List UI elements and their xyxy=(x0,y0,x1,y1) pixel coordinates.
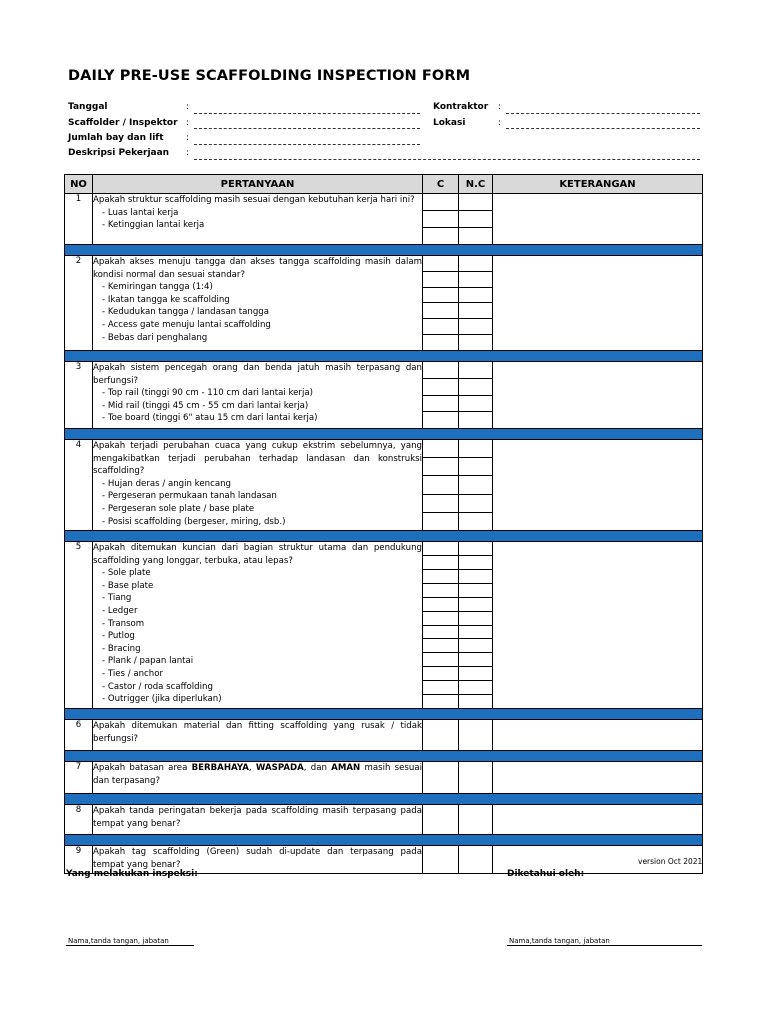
separator-cell xyxy=(493,794,703,805)
nc-checkbox-cell[interactable] xyxy=(459,379,492,396)
c-checkbox-cell[interactable] xyxy=(423,256,458,272)
checklist-item: - Plank / papan lantai xyxy=(102,656,194,667)
separator-cell xyxy=(493,751,703,762)
nc-checkbox-cell[interactable] xyxy=(459,194,492,211)
colon: : xyxy=(186,133,190,143)
column-header-nc: N.C xyxy=(459,175,493,194)
checklist-item: - Toe board (tinggi 6" atau 15 cm dari lantai kerja) xyxy=(102,413,318,424)
c-checkbox-cell[interactable] xyxy=(423,228,458,244)
compliant-checkbox-column[interactable] xyxy=(423,846,459,874)
question-text-part: , xyxy=(248,763,256,773)
jumlah-bay-field[interactable] xyxy=(194,144,420,145)
non-compliant-checkbox-column[interactable] xyxy=(459,762,493,794)
label-tanggal: Tanggal xyxy=(68,102,108,112)
c-checkbox-cell[interactable] xyxy=(423,695,458,708)
separator-cell xyxy=(493,835,703,846)
c-checkbox-cell[interactable] xyxy=(423,570,458,584)
acknowledged-signature-line[interactable] xyxy=(507,945,702,946)
remarks-cell[interactable] xyxy=(493,362,703,429)
separator-cell xyxy=(459,835,493,846)
question-text: Apakah tanda peringatan bekerja pada scaffolding masih terpasang pada tempat yang benar? xyxy=(93,806,422,829)
compliant-checkbox-column[interactable] xyxy=(423,256,459,351)
compliant-checkbox-column[interactable] xyxy=(423,805,459,835)
checklist-item: - Ketinggian lantai kerja xyxy=(102,220,205,231)
compliant-checkbox-column[interactable] xyxy=(423,362,459,429)
separator-cell xyxy=(423,751,459,762)
question-row xyxy=(65,542,703,709)
inspector-signature-label: Yang melakukan inspeksi: xyxy=(66,869,198,879)
remarks-cell[interactable] xyxy=(493,440,703,531)
inspection-table xyxy=(64,174,703,874)
column-header-c: C xyxy=(423,175,459,194)
checklist-item: - Kemiringan tangga (1:4) xyxy=(102,282,213,293)
c-checkbox-cell[interactable] xyxy=(423,513,458,530)
nc-checkbox-cell[interactable] xyxy=(459,256,492,272)
separator-cell xyxy=(65,245,93,256)
c-checkbox-cell[interactable] xyxy=(423,319,458,335)
separator-cell xyxy=(493,531,703,542)
separator-cell xyxy=(423,351,459,362)
question-number: 6 xyxy=(65,720,93,751)
separator-cell xyxy=(493,709,703,720)
version-label: version Oct 2021 xyxy=(638,857,703,866)
question-text: Apakah ditemukan kuncian dari bagian struktur utama dan pendukung scaffolding yang longgar, terbuka, atau lepas? xyxy=(93,543,422,566)
c-checkbox-cell[interactable] xyxy=(423,584,458,598)
question-cell xyxy=(93,362,423,429)
row-separator xyxy=(65,751,703,762)
c-checkbox-cell[interactable] xyxy=(423,272,458,288)
c-checkbox-cell[interactable] xyxy=(423,805,458,834)
separator-cell xyxy=(93,531,423,542)
checklist-item: - Access gate menuju lantai scaffolding xyxy=(102,319,271,330)
c-checkbox-cell[interactable] xyxy=(423,681,458,695)
question-cell xyxy=(93,256,423,351)
remarks-cell[interactable] xyxy=(493,194,703,245)
separator-cell xyxy=(459,351,493,362)
separator-cell xyxy=(459,245,493,256)
label-kontraktor: Kontraktor xyxy=(433,102,489,112)
separator-cell xyxy=(459,429,493,440)
question-text: Apakah terjadi perubahan cuaca yang cukup ekstrim sebelumnya, yang mengakibatkan terjadi perubahan terhadap landasan dan konstruksi scaffolding? xyxy=(93,441,422,477)
c-checkbox-cell[interactable] xyxy=(423,639,458,653)
separator-cell xyxy=(65,835,93,846)
question-number: 8 xyxy=(65,805,93,835)
c-checkbox-cell[interactable] xyxy=(423,303,458,319)
separator-cell xyxy=(93,429,423,440)
colon: : xyxy=(186,118,190,128)
non-compliant-checkbox-column[interactable] xyxy=(459,194,493,245)
separator-cell xyxy=(423,531,459,542)
c-checkbox-cell[interactable] xyxy=(423,556,458,570)
row-separator xyxy=(65,709,703,720)
question-row xyxy=(65,362,703,429)
kontraktor-field[interactable] xyxy=(506,113,700,114)
checklist-item: - Base plate xyxy=(102,580,154,591)
colon: : xyxy=(186,102,190,112)
row-separator xyxy=(65,429,703,440)
separator-cell xyxy=(65,709,93,720)
c-checkbox-cell[interactable] xyxy=(423,194,458,211)
colon: : xyxy=(186,148,190,158)
row-separator xyxy=(65,351,703,362)
column-header-pertanyaan: PERTANYAAN xyxy=(93,175,423,194)
c-checkbox-cell[interactable] xyxy=(423,362,458,379)
checklist-item: - Outrigger (jika diperlukan) xyxy=(102,694,222,705)
checklist-item: - Bebas dari penghalang xyxy=(102,332,208,343)
c-checkbox-cell[interactable] xyxy=(423,762,458,793)
nc-checkbox-cell[interactable] xyxy=(459,211,492,228)
question-cell xyxy=(93,194,423,245)
nc-checkbox-cell[interactable] xyxy=(459,542,492,556)
label-jumlah-bay: Jumlah bay dan lift xyxy=(68,133,164,143)
separator-cell xyxy=(459,751,493,762)
question-row xyxy=(65,762,703,794)
question-number: 7 xyxy=(65,762,93,794)
row-separator xyxy=(65,245,703,256)
nc-checkbox-cell[interactable] xyxy=(459,335,492,350)
nc-checkbox-cell[interactable] xyxy=(459,556,492,570)
checklist-item: - Tiang xyxy=(102,593,132,604)
separator-cell xyxy=(65,751,93,762)
question-row xyxy=(65,720,703,751)
checklist-item: - Pergeseran permukaan tanah landasan xyxy=(102,491,277,502)
question-text: Apakah tag scaffolding (Green) sudah di-update dan terpasang pada tempat yang benar? xyxy=(93,847,422,870)
checklist-item: - Ties / anchor xyxy=(102,668,164,679)
remarks-cell[interactable] xyxy=(493,762,703,794)
separator-cell xyxy=(493,351,703,362)
lokasi-field[interactable] xyxy=(506,128,700,129)
column-header-no: NO xyxy=(65,175,93,194)
nc-checkbox-cell[interactable] xyxy=(459,626,492,640)
nc-checkbox-cell[interactable] xyxy=(459,288,492,304)
separator-cell xyxy=(493,429,703,440)
nc-checkbox-cell[interactable] xyxy=(459,598,492,612)
nc-checkbox-cell[interactable] xyxy=(459,762,492,793)
c-checkbox-cell[interactable] xyxy=(423,598,458,612)
checklist-item: - Bracing xyxy=(102,643,141,654)
checklist-item: - Ledger xyxy=(102,605,138,616)
separator-cell xyxy=(65,351,93,362)
c-checkbox-cell[interactable] xyxy=(423,458,458,476)
nc-checkbox-cell[interactable] xyxy=(459,695,492,708)
label-lokasi: Lokasi xyxy=(433,118,466,128)
row-separator xyxy=(65,531,703,542)
question-text-part: AMAN xyxy=(331,763,361,773)
question-number: 9 xyxy=(65,846,93,874)
row-separator xyxy=(65,794,703,805)
deskripsi-pekerjaan-field[interactable] xyxy=(194,159,700,160)
checklist-item: - Mid rail (tinggi 45 cm - 55 cm dari lantai kerja) xyxy=(102,400,309,411)
question-text: Apakah ditemukan material dan fitting scaffolding yang rusak / tidak berfungsi? xyxy=(93,721,422,744)
nc-checkbox-cell[interactable] xyxy=(459,272,492,288)
tanggal-field[interactable] xyxy=(194,113,420,114)
question-cell xyxy=(93,720,423,751)
compliant-checkbox-column[interactable] xyxy=(423,542,459,709)
nc-checkbox-cell[interactable] xyxy=(459,440,492,458)
colon: : xyxy=(498,118,502,128)
nc-checkbox-cell[interactable] xyxy=(459,584,492,598)
compliant-checkbox-column[interactable] xyxy=(423,720,459,751)
separator-cell xyxy=(423,835,459,846)
nc-checkbox-cell[interactable] xyxy=(459,303,492,319)
nc-checkbox-cell[interactable] xyxy=(459,412,492,428)
non-compliant-checkbox-column[interactable] xyxy=(459,720,493,751)
nc-checkbox-cell[interactable] xyxy=(459,396,492,413)
question-text: Apakah sistem pencegah orang dan benda jatuh masih terpasang dan berfungsi? xyxy=(93,363,422,386)
remarks-cell[interactable] xyxy=(493,805,703,835)
c-checkbox-cell[interactable] xyxy=(423,653,458,667)
c-checkbox-cell[interactable] xyxy=(423,211,458,228)
remarks-cell[interactable] xyxy=(493,256,703,351)
label-deskripsi-pekerjaan: Deskripsi Pekerjaan xyxy=(68,148,170,158)
c-checkbox-cell[interactable] xyxy=(423,626,458,640)
question-cell xyxy=(93,805,423,835)
nc-checkbox-cell[interactable] xyxy=(459,720,492,750)
question-cell xyxy=(93,440,423,531)
question-text-part: BERBAHAYA xyxy=(191,763,249,773)
separator-cell xyxy=(93,245,423,256)
checklist-item: - Luas lantai kerja xyxy=(102,207,179,218)
checklist-item: - Castor / roda scaffolding xyxy=(102,681,213,692)
nc-checkbox-cell[interactable] xyxy=(459,476,492,494)
nc-checkbox-cell[interactable] xyxy=(459,570,492,584)
checklist-item: - Pergeseran sole plate / base plate xyxy=(102,503,255,514)
separator-cell xyxy=(423,429,459,440)
compliant-checkbox-column[interactable] xyxy=(423,762,459,794)
label-scaffolder-inspektor: Scaffolder / Inspektor xyxy=(68,118,178,128)
question-row xyxy=(65,194,703,245)
inspector-name-caption: Nama,tanda tangan, jabatan xyxy=(68,937,169,945)
checklist-item: - Putlog xyxy=(102,631,135,642)
separator-cell xyxy=(65,794,93,805)
separator-cell xyxy=(459,794,493,805)
acknowledged-signature-label: Diketahui oleh: xyxy=(507,869,585,879)
c-checkbox-cell[interactable] xyxy=(423,335,458,350)
nc-checkbox-cell[interactable] xyxy=(459,653,492,667)
nc-checkbox-cell[interactable] xyxy=(459,667,492,681)
nc-checkbox-cell[interactable] xyxy=(459,513,492,530)
separator-cell xyxy=(423,245,459,256)
question-text xyxy=(93,762,422,787)
c-checkbox-cell[interactable] xyxy=(423,667,458,681)
question-number: 2 xyxy=(65,256,93,351)
question-row xyxy=(65,805,703,835)
c-checkbox-cell[interactable] xyxy=(423,846,458,873)
nc-checkbox-cell[interactable] xyxy=(459,805,492,834)
question-row xyxy=(65,440,703,531)
c-checkbox-cell[interactable] xyxy=(423,612,458,626)
separator-cell xyxy=(93,751,423,762)
separator-cell xyxy=(65,531,93,542)
nc-checkbox-cell[interactable] xyxy=(459,639,492,653)
question-number: 4 xyxy=(65,440,93,531)
nc-checkbox-cell[interactable] xyxy=(459,362,492,379)
c-checkbox-cell[interactable] xyxy=(423,379,458,396)
remarks-cell[interactable] xyxy=(493,720,703,751)
question-number: 3 xyxy=(65,362,93,429)
c-checkbox-cell[interactable] xyxy=(423,288,458,304)
nc-checkbox-cell[interactable] xyxy=(459,319,492,335)
inspector-signature-line[interactable] xyxy=(66,945,194,946)
question-text-part: masih sesuai dan terpasang? xyxy=(93,763,422,786)
separator-cell xyxy=(93,351,423,362)
question-text: Apakah struktur scaffolding masih sesuai dengan kebutuhan kerja hari ini? xyxy=(93,195,415,205)
separator-cell xyxy=(93,709,423,720)
separator-cell xyxy=(93,835,423,846)
question-cell xyxy=(93,542,423,709)
separator-cell xyxy=(459,531,493,542)
colon: : xyxy=(498,102,502,112)
separator-cell xyxy=(93,794,423,805)
question-row xyxy=(65,256,703,351)
checklist-item: - Kedudukan tangga / landasan tangga xyxy=(102,307,270,318)
question-text: Apakah akses menuju tangga dan akses tangga scaffolding masih dalam kondisi normal dan sesuai standar? xyxy=(93,257,422,280)
checklist-item: - Transom xyxy=(102,618,145,629)
c-checkbox-cell[interactable] xyxy=(423,542,458,556)
column-header-keterangan: KETERANGAN xyxy=(493,175,703,194)
separator-cell xyxy=(423,709,459,720)
form-title: DAILY PRE-USE SCAFFOLDING INSPECTION FORM xyxy=(68,68,471,84)
nc-checkbox-cell[interactable] xyxy=(459,228,492,244)
non-compliant-checkbox-column[interactable] xyxy=(459,440,493,531)
c-checkbox-cell[interactable] xyxy=(423,412,458,428)
checklist-item: - Posisi scaffolding (bergeser, miring, dsb.) xyxy=(102,516,286,527)
question-text-part: , dan xyxy=(303,763,332,773)
acknowledged-name-caption: Nama,tanda tangan, jabatan xyxy=(509,937,610,945)
compliant-checkbox-column[interactable] xyxy=(423,440,459,531)
checklist-item: - Top rail (tinggi 90 cm - 110 cm dari lantai kerja) xyxy=(102,388,313,399)
nc-checkbox-cell[interactable] xyxy=(459,458,492,476)
question-number: 1 xyxy=(65,194,93,245)
c-checkbox-cell[interactable] xyxy=(423,440,458,458)
separator-cell xyxy=(65,429,93,440)
c-checkbox-cell[interactable] xyxy=(423,476,458,494)
c-checkbox-cell[interactable] xyxy=(423,396,458,413)
nc-checkbox-cell[interactable] xyxy=(459,681,492,695)
scaffolder-inspektor-field[interactable] xyxy=(194,128,420,129)
checklist-item: - Hujan deras / angin kencang xyxy=(102,478,231,489)
nc-checkbox-cell[interactable] xyxy=(459,846,492,873)
nc-checkbox-cell[interactable] xyxy=(459,612,492,626)
c-checkbox-cell[interactable] xyxy=(423,495,458,513)
separator-cell xyxy=(423,794,459,805)
separator-cell xyxy=(459,709,493,720)
checklist-item: - Ikatan tangga ke scaffolding xyxy=(102,294,230,305)
non-compliant-checkbox-column[interactable] xyxy=(459,362,493,429)
question-cell xyxy=(93,762,423,794)
separator-cell xyxy=(493,245,703,256)
compliant-checkbox-column[interactable] xyxy=(423,194,459,245)
row-separator xyxy=(65,835,703,846)
non-compliant-checkbox-column[interactable] xyxy=(459,805,493,835)
question-text-part: Apakah batasan area xyxy=(93,763,192,773)
question-text-part: WASPADA xyxy=(255,763,304,773)
c-checkbox-cell[interactable] xyxy=(423,720,458,750)
checklist-item: - Sole plate xyxy=(102,568,151,579)
question-number: 5 xyxy=(65,542,93,709)
non-compliant-checkbox-column[interactable] xyxy=(459,846,493,874)
nc-checkbox-cell[interactable] xyxy=(459,495,492,513)
non-compliant-checkbox-column[interactable] xyxy=(459,256,493,351)
remarks-cell[interactable] xyxy=(493,542,703,709)
non-compliant-checkbox-column[interactable] xyxy=(459,542,493,709)
